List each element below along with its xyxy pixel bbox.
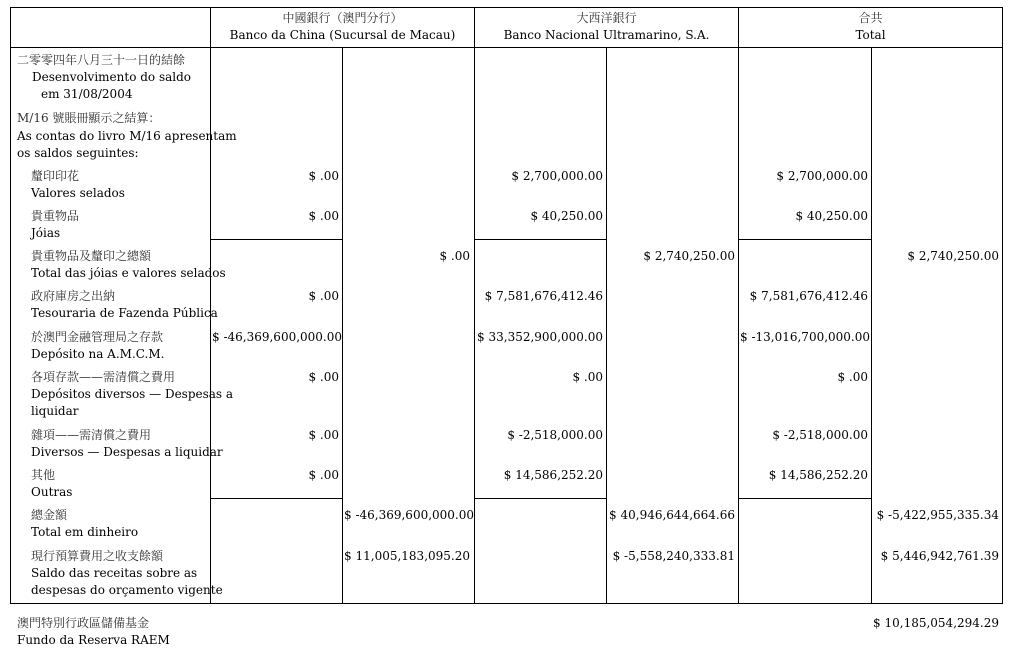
row-diversos-pt: Diversos — Despesas a liquidar <box>31 445 223 459</box>
m16-label-pt-2: os saldos seguintes: <box>17 146 139 160</box>
row-outras-boc: $ .00 <box>308 468 339 482</box>
row-outras-bnu: $ 14,586,252.20 <box>503 468 603 482</box>
row-joias-total: $ 40,250.00 <box>795 209 868 223</box>
row-joias-zh: 貴重物品 <box>31 209 80 223</box>
row-total-joias-boc-sub: $ .00 <box>439 249 470 263</box>
table-top-border <box>10 7 1003 8</box>
row-deposito-pt: Depósito na A.M.C.M. <box>31 347 165 361</box>
row-deposito-zh: 於澳門金融管理局之存款 <box>31 330 164 344</box>
col-divider-bnu-total <box>738 7 739 604</box>
subtotal-rule-total-1 <box>738 239 872 240</box>
row-diversos-boc: $ .00 <box>308 428 339 442</box>
row-tesouraria-boc: $ .00 <box>308 289 339 303</box>
row-selos-zh: 釐印印花 <box>31 169 80 183</box>
row-dep-diversos-pt-2: liquidar <box>31 404 79 418</box>
subcol-divider-bnu <box>606 47 607 604</box>
row-dep-diversos-boc: $ .00 <box>308 370 339 384</box>
row-diversos-total: $ -2,518,000.00 <box>772 428 868 442</box>
row-diversos-zh: 雜項——需清償之費用 <box>31 428 152 442</box>
row-total-dinheiro-pt: Total em dinheiro <box>31 525 139 539</box>
row-total-dinheiro-bnu-sub: $ 40,946,644,664.66 <box>609 508 735 522</box>
row-saldo-boc-sub: $ 11,005,183,095.20 <box>344 549 470 563</box>
header-bnu-zh: 大西洋銀行 <box>576 11 637 25</box>
col-divider-boc-bnu <box>474 7 475 604</box>
subtotal-rule-boc-1 <box>210 239 343 240</box>
row-deposito-bnu: $ 33,352,900,000.00 <box>477 330 603 344</box>
row-saldo-pt-2: despesas do orçamento vigente <box>31 583 223 597</box>
row-saldo-bnu-sub: $ -5,558,240,333.81 <box>612 549 735 563</box>
table-bottom-border <box>10 603 1003 604</box>
row-saldo-zh: 現行預算費用之收支餘額 <box>31 549 164 563</box>
row-joias-boc: $ .00 <box>308 209 339 223</box>
subtotal-rule-bnu-2 <box>474 498 607 499</box>
subcol-divider-boc <box>342 47 343 604</box>
row-total-dinheiro-total-sub: $ -5,422,955,335.34 <box>876 508 999 522</box>
row-outras-pt: Outras <box>31 485 73 499</box>
header-boc-zh: 中國銀行（澳門分行） <box>282 11 403 25</box>
footer-label-pt: Fundo da Reserva RAEM <box>17 633 170 647</box>
header-boc-pt: Banco da China (Sucursal de Macau) <box>229 28 456 42</box>
header-bottom-border <box>10 47 1003 48</box>
footer-label-zh: 澳門特別行政區儲備基金 <box>17 616 150 630</box>
balance-label-pt-2: em 31/08/2004 <box>41 87 133 101</box>
row-total-dinheiro-boc-sub: $ -46,369,600,000.00 <box>344 508 475 522</box>
row-tesouraria-bnu: $ 7,581,676,412.46 <box>484 289 603 303</box>
row-selos-pt: Valores selados <box>31 186 125 200</box>
row-deposito-total: $ -13,016,700,000.00 <box>740 330 871 344</box>
m16-label-zh: M/16 號賬冊顯示之結算： <box>17 111 161 125</box>
row-tesouraria-zh: 政府庫房之出納 <box>31 289 116 303</box>
row-dep-diversos-pt-1: Depósitos diversos — Despesas a <box>31 387 234 401</box>
header-total-pt: Total <box>855 28 886 42</box>
row-total-joias-pt: Total das jóias e valores selados <box>31 266 226 280</box>
row-joias-pt: Jóias <box>31 226 61 240</box>
row-tesouraria-pt: Tesouraria de Fazenda Pública <box>31 306 218 320</box>
row-diversos-bnu: $ -2,518,000.00 <box>507 428 603 442</box>
row-selos-boc: $ .00 <box>308 169 339 183</box>
row-outras-total: $ 14,586,252.20 <box>768 468 868 482</box>
table-left-border <box>10 7 11 604</box>
m16-label-pt-1: As contas do livro M/16 apresentam <box>17 129 237 143</box>
row-total-dinheiro-zh: 總金額 <box>31 508 68 522</box>
subcol-divider-total <box>871 47 872 604</box>
row-selos-total: $ 2,700,000.00 <box>776 169 868 183</box>
subtotal-rule-bnu-1 <box>474 239 607 240</box>
row-tesouraria-total: $ 7,581,676,412.46 <box>749 289 868 303</box>
header-bnu-pt: Banco Nacional Ultramarino, S.A. <box>503 28 710 42</box>
header-total-zh: 合共 <box>858 11 883 25</box>
row-total-joias-bnu-sub: $ 2,740,250.00 <box>643 249 735 263</box>
row-joias-bnu: $ 40,250.00 <box>530 209 603 223</box>
row-total-joias-total-sub: $ 2,740,250.00 <box>907 249 999 263</box>
row-selos-bnu: $ 2,700,000.00 <box>511 169 603 183</box>
row-dep-diversos-total: $ .00 <box>837 370 868 384</box>
footer-total-value: $ 10,185,054,294.29 <box>873 616 999 630</box>
balance-label-pt-1: Desenvolvimento do saldo <box>32 70 192 84</box>
row-dep-diversos-zh: 各項存款——需清償之費用 <box>31 370 176 384</box>
row-total-joias-zh: 貴重物品及釐印之總額 <box>31 249 152 263</box>
row-outras-zh: 其他 <box>31 468 56 482</box>
row-dep-diversos-bnu: $ .00 <box>572 370 603 384</box>
subtotal-rule-total-2 <box>738 498 872 499</box>
subtotal-rule-boc-2 <box>210 498 343 499</box>
balance-label-zh: 二零零四年八月三十一日的結餘 <box>17 53 186 67</box>
row-saldo-pt-1: Saldo das receitas sobre as <box>31 566 198 580</box>
table-right-border <box>1002 7 1003 604</box>
row-deposito-boc: $ -46,369,600,000.00 <box>212 330 343 344</box>
row-saldo-total-sub: $ 5,446,942,761.39 <box>880 549 999 563</box>
